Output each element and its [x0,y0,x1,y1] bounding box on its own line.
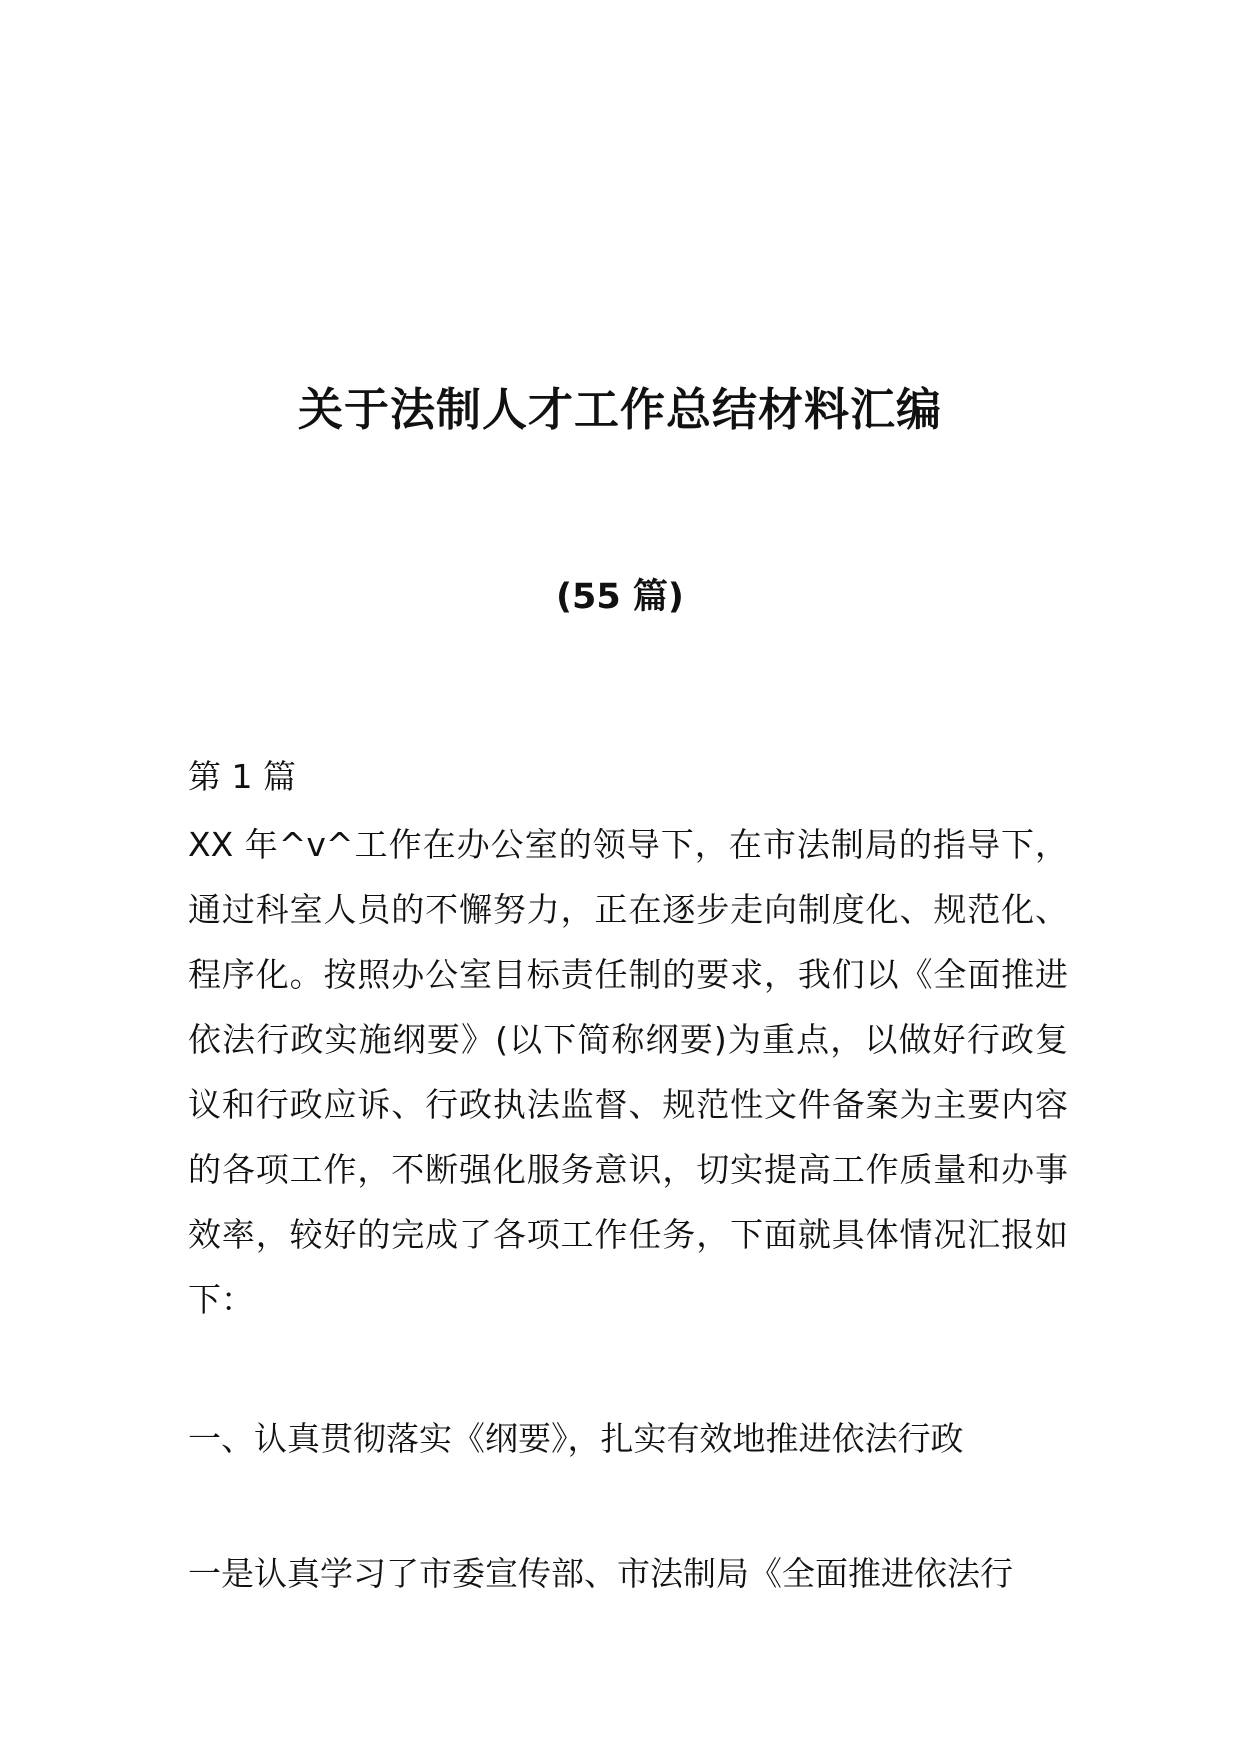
document-title: 关于法制人才工作总结材料汇编 [297,383,942,436]
chapter-label: 第 1 篇 [188,757,296,796]
document-subtitle: (55 篇) [556,577,684,617]
body-paragraph-2: 一是认真学习了市委宣传部、市法制局《全面推进依法行 [188,1554,1013,1593]
body-paragraph-1: XX 年^v^工作在办公室的领导下，在市法制局的指导下，通过科室人员的不懈努力，正在逐步走向制度化、规范化、程序化。按照办公室目标责任制的要求，我们以《全面推进依法行政实施纲要》(以下简称纲要)为重点，以做好行政复议和行政应诉、行政执法监督、规范性文件备案为主要内容的各项工作，不断强化服务意识，切实提高工作质量和办事效率，较好的完成了各项工作任务，下面就具体情况汇报如下： [188,825,1068,1319]
section-heading-1: 一、认真贯彻落实《纲要》，扎实有效地推进依法行政 [188,1419,964,1458]
